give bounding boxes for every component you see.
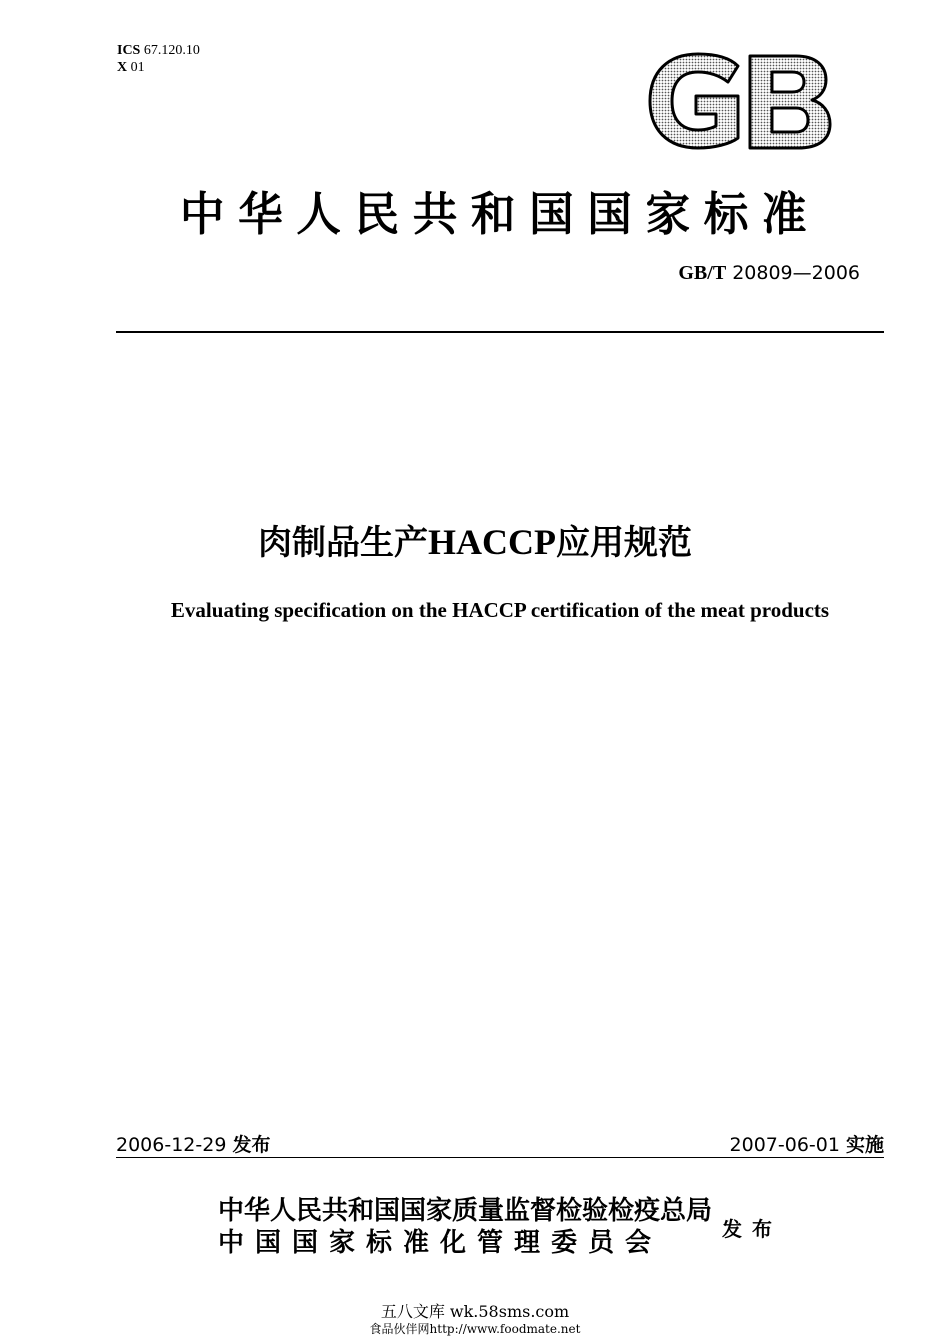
- chinese-title-part3: 应用规范: [556, 523, 692, 563]
- issuing-authorities: [218, 1195, 712, 1259]
- english-title: Evaluating specification on the HACCP certification of the meat products: [170, 598, 830, 622]
- issuer-sac: 中国国家标准化管理委员会: [218, 1228, 663, 1258]
- chinese-title-haccp: HACCP: [428, 522, 556, 562]
- chinese-title-part1: 肉制品生产: [258, 523, 428, 563]
- watermark-line2: 食品伙伴网http://www.foodmate.net: [369, 1322, 581, 1336]
- chinese-title: [0, 515, 950, 564]
- implement-date: 2007-06-01: [729, 1134, 840, 1156]
- standard-code: 20809—2006: [732, 262, 860, 284]
- publish-label: 发布: [722, 1217, 782, 1241]
- ics-line: [117, 42, 200, 59]
- standard-number: [678, 262, 860, 285]
- issuer-aqsiq: 中华人民共和国国家质量监督检验检疫总局: [218, 1196, 713, 1226]
- top-divider: [116, 331, 884, 333]
- implement-date-block: [730, 1130, 884, 1157]
- ccs-line: [117, 59, 200, 76]
- ics-code: 67.120.10: [143, 43, 200, 58]
- gb-logo: [646, 52, 832, 150]
- bottom-divider: [116, 1157, 884, 1158]
- classification-codes: [117, 42, 200, 76]
- ccs-label: X: [117, 60, 128, 75]
- ccs-code: 01: [130, 60, 145, 75]
- issue-date-block: [116, 1130, 270, 1157]
- gb-logo-text: GB: [739, 112, 741, 113]
- ics-label: ICS: [117, 43, 141, 58]
- watermark-line1: 五八文库 wk.58sms.com: [380, 1302, 570, 1321]
- national-standard-title: 中华人民共和国国家标准: [179, 187, 821, 241]
- implement-label: 实施: [845, 1134, 884, 1156]
- issue-label: 发布: [232, 1134, 271, 1156]
- standard-prefix: GB/T: [678, 262, 727, 284]
- issue-date: 2006-12-29: [116, 1134, 227, 1156]
